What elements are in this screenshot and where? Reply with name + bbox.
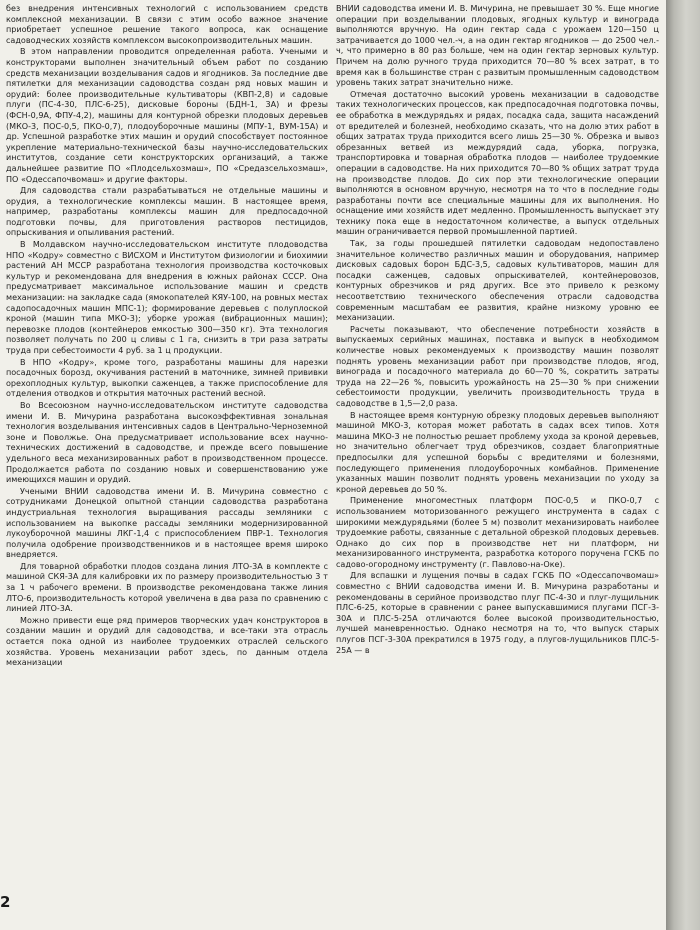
paragraph: В этом направлении проводится определенная работа. Учеными и конструкторами выполнен значительный объем работ по созданию средств механизации возделывания садов и ягодников. За последние две пятилетки для механизации садоводства создан ряд новых машин и орудий: более производительные культиваторы (КВП-2,8) и садовые плуги (ПС-4-30, ПЛС-6-25), дисковые бороны (БДН-1, 3А) и фрезы (ФСН-0,9А, ФПУ-4,2), машины для контурной обрезки плодовых деревьев (МКО-3, ПОС-0,5, ПКО-0,7), плодоуборочные машины (МПУ-1, ВУМ-15А) и др. Успешной разработке этих машин и орудий способствует постоянное укрепление материально-технической базы научно-исследовательских институтов, создание сети конструкторских организаций, а также дальнейшее развитие ПО «Плодсельхозмаш», ПО «Средазсельхозмаш», ПО «Одессапочвомаш» и другие факторы. — [6, 47, 328, 184]
paragraph: Применение многоместных платформ ПОС-0,5 и ПКО-0,7 с использованием моторизованного режущего инструмента в садах с широкими междурядьями (более 5 м) позволит механизировать наиболее трудоемкие работы, связанные с детальной обрезкой плодовых деревьев. Однако до сих пор в производстве нет ни платформ, ни механизированного инструмента, разработка которого поручена ГСКБ по садово-огородному инструменту (г. Павлово-на-Оке). — [336, 496, 659, 569]
paragraph: В Молдавском научно-исследовательском институте плодоводства НПО «Кодру» совместно с ВИСХОМ и Институтом физиологии и биохимии растений АН МССР разработана технология производства косточковых культур и рекомендована для внедрения в южных районах СССР. Она предусматривает максимальное использование машин и средств механизации: на закладке сада (ямокопателей КЯУ-100, на ровных местах садопосадочных машин МПС-1); формирование деревьев с полуплоской кроной (машин типа МКО-3); уборке урожая (вибрационных машин); перевозке плодов (контейнеров емкостью 300—350 кг). Эта технология позволяет получать по 200 ц сливы с 1 га, снизить в три раза затраты труда при себестоимости 4 руб. за 1 ц продукции. — [6, 240, 328, 355]
paragraph: Отмечая достаточно высокий уровень механизации в садоводстве таких технологических процессов, как предпосадочная подготовка почвы, ее обработка в междурядьях и рядах, посадка сада, защита насаждений от вредителей и болезней, необходимо сказать, что на долю этих работ в общих затратах труда приходится всего лишь 25—30 %. Обрезка и вывоз обрезанных ветвей из междурядий сада, уборка, погрузка, транспортировка и товарная обработка плодов — наиболее трудоемкие операции в садоводстве. На них приходится 70—80 % общих затрат труда на производстве плодов. До сих пор эти технологические операции выполняются в основном вручную, несмотря на то что в последние годы разработаны почти все специальные машины для их выполнения. Но оснащение ими хозяйств идет медленно. Промышленность выпускает эту технику пока еще в недостаточном количестве, а выпуск отдельных машин ограничивается первой промышленной партией. — [336, 89, 659, 237]
paragraph: Расчеты показывают, что обеспечение потребности хозяйств в выпускаемых серийных машинах, поставка и выпуск в необходимом количестве новых рекомендуемых к производству машин позволят поднять уровень механизации работ при производстве плодов, ягод, винограда и посадочного материала до 60—70 %, сократить затраты труда на 22—26 %, повысить урожайность на 25—30 % при снижении себестоимости продукции, увеличить производительность труда в садоводстве в 1,5—2,0 раза. — [336, 324, 659, 408]
page-number: 2 — [0, 893, 11, 911]
paragraph: В настоящее время контурную обрезку плодовых деревьев выполняют машиной МКО-3, которая может работать в садах всех типов. Хотя машина МКО-3 не полностью решает проблему ухода за кроной деревьев, но значительно облегчает труд обрезчиков, создает благоприятные предпосылки для успешной борьбы с вредителями и болезнями, последующего применения плодоуборочных комбайнов. Применение указанных машин позволит поднять уровень механизации по уходу за кроной деревьев до 50 %. — [336, 410, 659, 494]
paragraph: Учеными ВНИИ садоводства имени И. В. Мичурина совместно с сотрудниками Донецкой опытной станции садоводства разработана индустриальная технология выращивания рассады земляники с использованием на выкопке рассады земляники модернизированной лукоуборочной машины ЛКГ-1,4 с приспособлением ПВР-1. Технология получила одобрение производственников и в настоящее время широко внедряется. — [6, 486, 328, 560]
paragraph: Для товарной обработки плодов создана линия ЛТО-3А в комплекте с машиной СКЯ-3А для калибровки их по размеру производительностью 3 т за 1 ч рабочего времени. В производстве рекомендована также линия ЛТО-6, производительность которой увеличена в два раза по сравнению с линией ЛТО-3А. — [6, 561, 328, 614]
paragraph: В НПО «Кодру», кроме того, разработаны машины для нарезки посадочных борозд, окучивания растений в маточнике, зимней прививки орехоплодных культур, выкопки саженцев, а также приспособление для отделения отводков и открытия маточных растений весной. — [6, 357, 328, 399]
paragraph: Для садоводства стали разрабатываться не отдельные машины и орудия, а технологические комплексы машин. В настоящее время, например, разработаны комплексы машин для предпосадочной подготовки почвы, для приготовления растворов пестицидов, опрыскивания и опыливания растений. — [6, 186, 328, 238]
right-text-column — [336, 4, 659, 657]
left-text-column — [6, 4, 328, 670]
next-page-edge — [666, 0, 700, 930]
paragraph: Для вспашки и лущения почвы в садах ГСКБ ПО «Одессапочвомаш» совместно с ВНИИ садоводства имени И. В. Мичурина разработаны и рекомендованы в серийное производство плуг ПС-4-30 и плуг-лущильник ПЛС-6-25, которые в сравнении с ранее выпускавшимися плугами ПСГ-3-30А и ПЛС-5-25А отличаются более высокой производительностью, лучшей маневренностью. Однако несмотря на то, что выпуск старых плугов ПСГ-3-30А прекратился в 1975 году, а плугов-лущильников ПЛС-5-25А — в — [336, 571, 659, 655]
paragraph: Можно привести еще ряд примеров творческих удач конструкторов в создании машин и орудий для садоводства, и все-таки эта отрасль остается пока одной из наиболее трудоемких отраслей сельского хозяйства. Уровень механизации работ здесь, по данным отдела механизации — [6, 615, 328, 668]
paragraph: ВНИИ садоводства имени И. В. Мичурина, не превышает 30 %. Еще многие операции при возделывании плодовых, ягодных культур и винограда выполняются вручную. На один гектар сада с урожаем 120—150 ц затрачивается до 1000 чел.-ч, а на один гектар ягодников — до 2500 чел.-ч, что примерно в 80 раз больше, чем на один гектар зерновых культур. Причем на долю ручного труда приходится 70—80 % всех затрат, в то время как в большинстве стран с развитым промышленным садоводством уровень таких затрат значительно ниже. — [336, 4, 659, 88]
paragraph: Во Всесоюзном научно-исследовательском институте садоводства имени И. В. Мичурина разработана высокоэффективная зональная технология возделывания интенсивных садов в Центрально-Черноземной зоне и Поволжье. Она предусматривает использование всех научно-технических достижений в садоводстве, и прежде всего повышение удельного веса механизированных работ в производственном процессе. Продолжается работа по созданию новых и совершенствованию уже имеющихся машин и орудий. — [6, 400, 328, 485]
paragraph: Так, за годы прошедшей пятилетки садоводам недопоставлено значительное количество различных машин и оборудования, например дисковых садовых борон БДС-3,5, садовых культиваторов, машин для посадки саженцев, садовых опрыскивателей, контейнеровозов, контурных обрезчиков и ряд других. Все это привело к резкому несоответствию технического обеспечения отрасли садоводства современным масштабам ее развития, крайне низкому уровню ее механизации. — [336, 239, 659, 323]
paragraph: без внедрения интенсивных технологий с использованием средств комплексной механизации. В связи с этим особо важное значение приобретает успешное решение такого вопроса, как оснащение садоводческих хозяйств комплексом высокопроизводительных машин. — [6, 4, 328, 45]
